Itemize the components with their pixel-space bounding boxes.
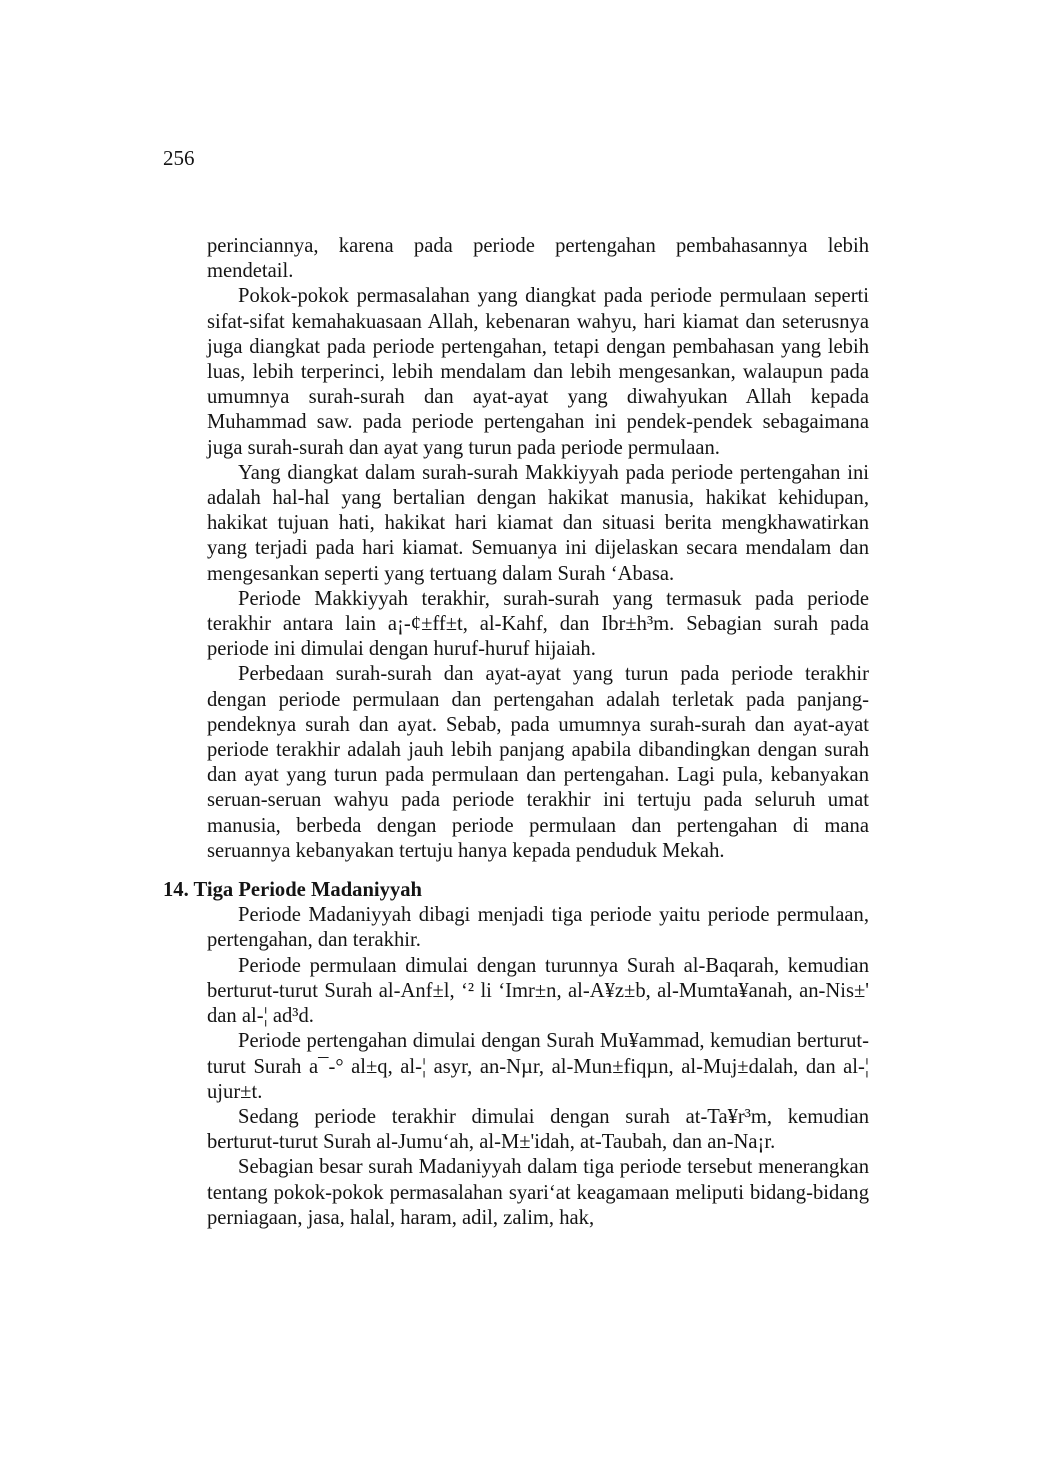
paragraph: Pokok-pokok permasalahan yang diangkat pada periode permulaan seperti sifat-sifat kemahakuasaan Allah, kebenaran wahyu, hari kiamat dan seterusnya juga diangkat pada periode pertengahan, tetapi dengan pembahasan yang lebih luas, lebih terperinci, lebih mendalam dan lebih mengesankan, walaupun pada umumnya surah-surah dan ayat-ayat yang diwahyukan Allah kepada Muhammad saw. pada periode pertengahan ini pendek-pendek sebagaimana juga surah-surah dan ayat yang turun pada periode permulaan. [207,285,869,459]
section-heading: 14. Tiga Periode Madaniyyah [163,879,422,902]
paragraph: Periode Makkiyyah terakhir, surah-surah yang termasuk pada periode terakhir antara lain a¡-¢±ff±t, al-Kahf, dan Ibr±h³m. Sebagian surah pada periode ini dimulai dengan huruf-huruf hijaiah. [207,587,869,661]
paragraph: Yang diangkat dalam surah-surah Makkiyyah pada periode pertengahan ini adalah hal-hal yang bertalian dengan hakikat manusia, hakikat kehidupan, hakikat tujuan hati, hakikat hari kiamat dan situasi berita mengkhawatirkan yang terjadi pada hari kiamat. Semuanya ini dijelaskan secara mendalam dan mengesankan seperti yang tertuang dalam Surah ‘Abasa. [207,461,869,585]
page-body [163,234,869,1231]
paragraph: Perbedaan surah-surah dan ayat-ayat yang turun pada periode terakhir dengan periode permulaan dan pertengahan adalah terletak pada panjang-pendeknya surah dan ayat. Sebab, pada umumnya surah-surah dan ayat-ayat periode terakhir adalah jauh lebih panjang apabila dibandingkan dengan surah dan ayat yang turun pada permulaan dan pertengahan. Lagi pula, kebanyakan seruan-seruan wahyu pada periode terakhir ini tertuju pada seluruh umat manusia, berbeda dengan periode permulaan dan pertengahan di mana seruannya kebanyakan tertuju hanya kepada penduduk Mekah. [207,663,869,862]
paragraph: Periode Madaniyyah dibagi menjadi tiga periode yaitu periode permulaan, pertengahan, dan terakhir. [207,904,869,952]
page-number: 256 [163,146,195,170]
paragraph: perinciannya, karena pada periode pertengahan pembahasannya lebih mendetail. [207,235,869,283]
paragraph: Sedang periode terakhir dimulai dengan surah at-Ta¥r³m, kemudian berturut-turut Surah al-Jumu‘ah, al-M±'idah, at-Taubah, dan an-Na¡r. [207,1105,869,1154]
paragraph: Periode pertengahan dimulai dengan Surah Mu¥ammad, kemudian berturut-turut Surah a¯-° al±q, al-¦ asyr, an-Nµr, al-Mun±fiqµn, al-Muj±dalah, dan al-¦ ujur±t. [207,1030,869,1103]
paragraph: Sebagian besar surah Madaniyyah dalam tiga periode tersebut menerangkan tentang pokok-pokok permasalahan syari‘at keagamaan meliputi bidang-bidang perniagaan, jasa, halal, haram, adil, zalim, hak, [207,1156,869,1229]
paragraph: Periode permulaan dimulai dengan turunnya Surah al-Baqarah, kemudian berturut-turut Surah al-Anf±l, ‘² li ‘Imr±n, al-A¥z±b, al-Mumta¥anah, an-Nis±' dan al-¦ ad³d. [207,954,869,1028]
